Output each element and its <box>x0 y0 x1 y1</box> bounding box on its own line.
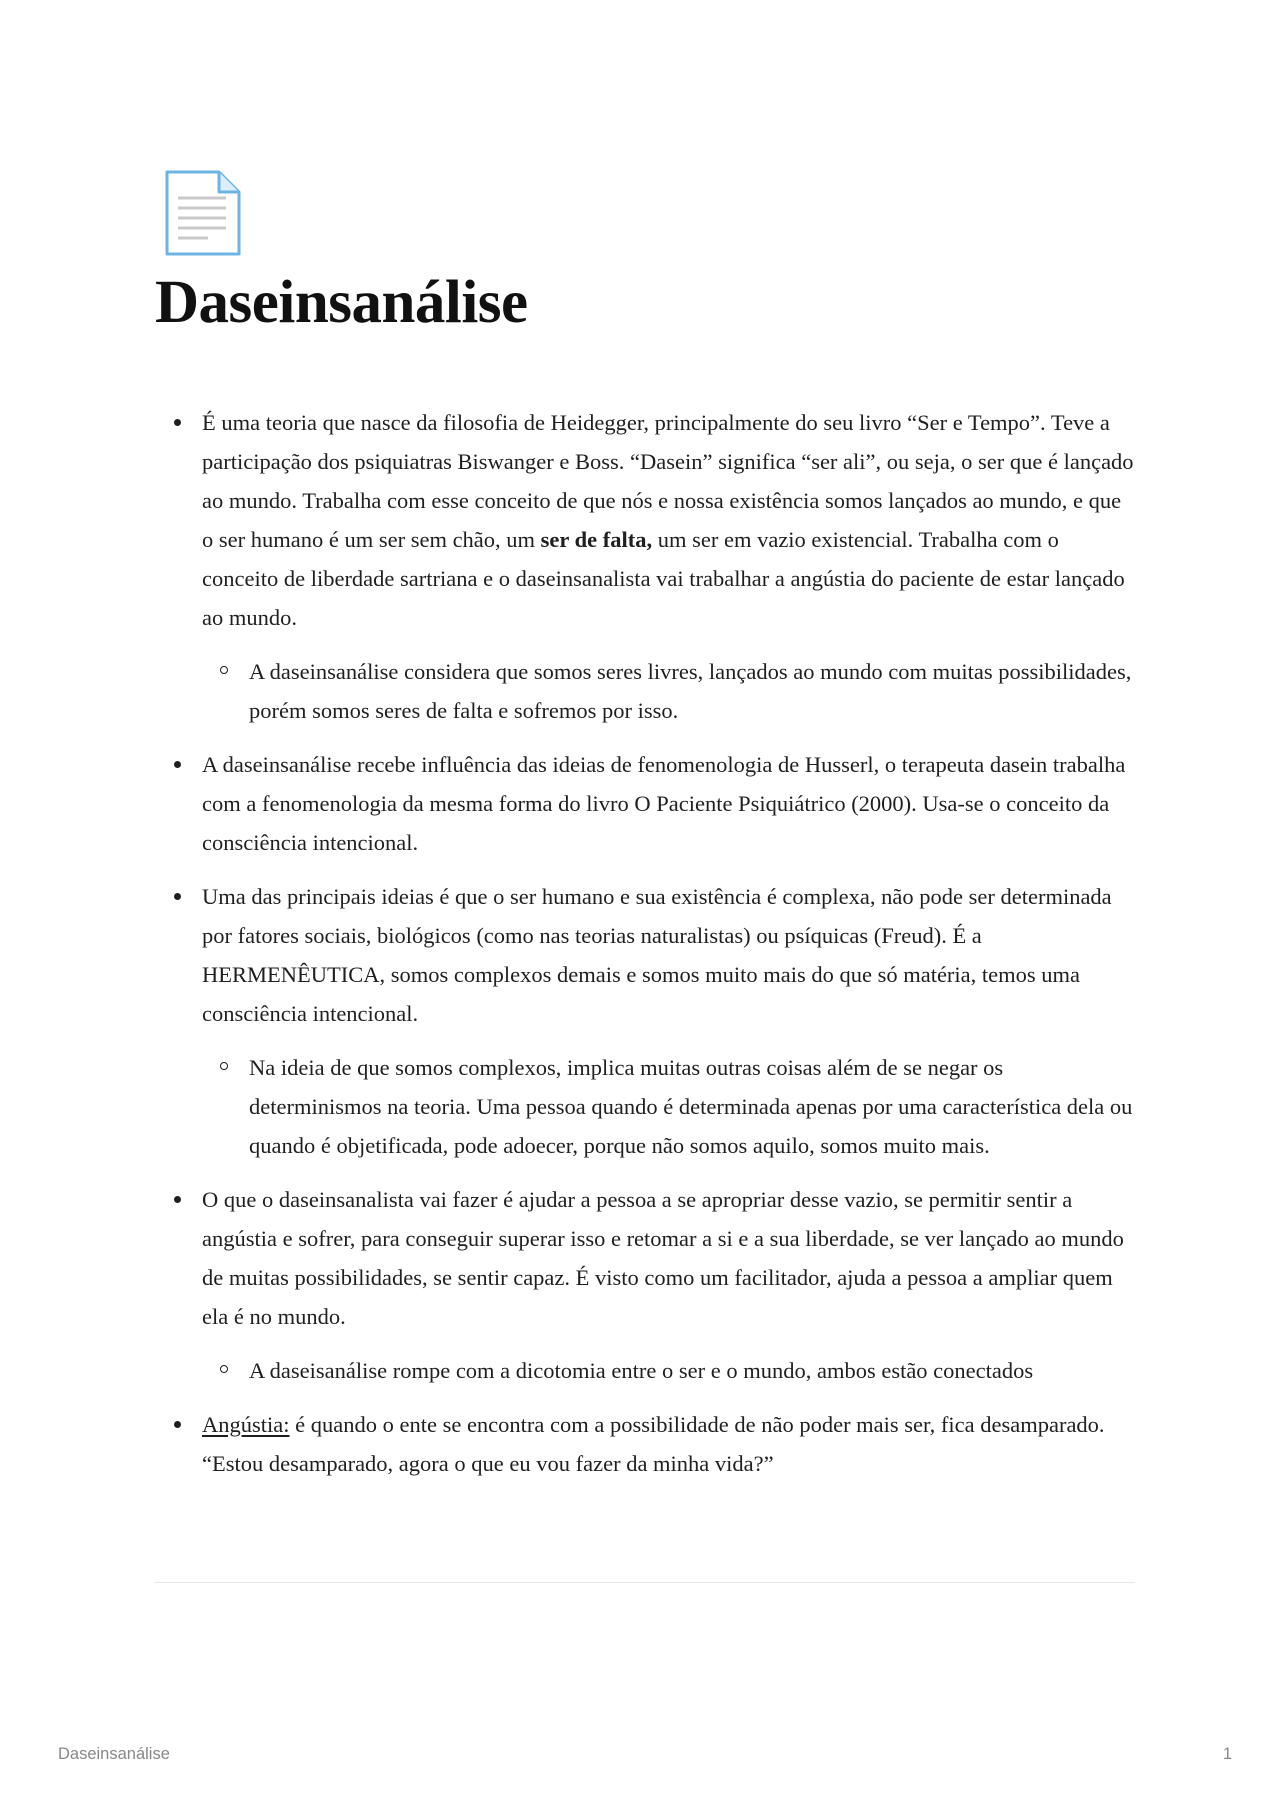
divider <box>155 1582 1135 1583</box>
bullet-list <box>155 403 1135 1483</box>
bold-text: ser de falta, <box>540 527 653 552</box>
page-number: 1 <box>1222 1745 1232 1763</box>
list-item <box>155 745 1135 862</box>
text-segment: A daseinsanálise recebe influência das ideias de fenomenologia de Husserl, o terapeuta dasein trabalha com a fenomenologia da mesma forma do livro O Paciente Psiquiátrico (2000). Usa-se o conceito da consciência intencional. <box>202 752 1126 855</box>
list-item-text <box>202 745 1135 862</box>
sub-list-item: A daseisanálise rompe com a dicotomia entre o ser e o mundo, ambos estão conectados <box>202 1351 1135 1390</box>
list-item <box>155 1405 1135 1483</box>
text-segment: um ser em vazio existencial. Trabalha com o conceito de liberdade sartriana e o daseinsanalista vai trabalhar a angústia do paciente de estar lançado ao mundo. <box>202 527 1125 630</box>
list-item <box>155 877 1135 1165</box>
sub-bullet-list <box>202 1351 1135 1390</box>
text-segment: Uma das principais ideias é que o ser humano e sua existência é complexa, não pode ser determinada por fatores sociais, biológicos (como nas teorias naturalistas) ou psíquicas (Freud). É a HERMENÊUTICA, somos complexos demais e somos muito mais do que só matéria, temos uma consciência intencional. <box>202 884 1112 1026</box>
sub-list-item: Na ideia de que somos complexos, implica muitas outras coisas além de se negar os determinismos na teoria. Uma pessoa quando é determinada apenas por uma característica dela ou quando é objetificada, pode adoecer, porque não somos aquilo, somos muito mais. <box>202 1048 1135 1165</box>
sub-list-item: A daseinsanálise considera que somos seres livres, lançados ao mundo com muitas possibilidades, porém somos seres de falta e sofremos por isso. <box>202 652 1135 730</box>
list-item-text <box>202 1180 1135 1336</box>
document-body <box>155 403 1135 1498</box>
page-document-icon <box>163 168 243 258</box>
list-item-text <box>202 877 1135 1033</box>
list-item <box>155 1180 1135 1390</box>
list-item <box>155 403 1135 730</box>
text-segment: É uma teoria que nasce da filosofia de Heidegger, principalmente do seu livro “Ser e Tempo”. Teve a participação dos psiquiatras Biswanger e Boss. “Dasein” significa “ser ali”, ou seja, o ser que é lançado ao mundo. Trabalha com esse conceito de que nós e nossa existência somos lançados ao mundo, e que o ser humano é um ser sem chão, um <box>202 410 1134 552</box>
page-title: Daseinsanálise <box>155 269 528 336</box>
underlined-term: Angústia: <box>202 1412 290 1437</box>
list-item-text <box>202 1405 1135 1483</box>
text-segment: O que o daseinsanalista vai fazer é ajudar a pessoa a se apropriar desse vazio, se permitir sentir a angústia e sofrer, para conseguir superar isso e retomar a si e a sua liberdade, se ver lançado ao mundo de muitas possibilidades, se sentir capaz. É visto como um facilitador, ajuda a pessoa a ampliar quem ela é no mundo. <box>202 1187 1124 1329</box>
sub-bullet-list <box>202 1048 1135 1165</box>
footer-title: Daseinsanálise <box>58 1745 170 1763</box>
sub-bullet-list <box>202 652 1135 730</box>
list-item-text <box>202 403 1135 637</box>
text-segment: é quando o ente se encontra com a possibilidade de não poder mais ser, fica desamparado. “Estou desamparado, agora o que eu vou fazer da minha vida?” <box>202 1412 1105 1476</box>
